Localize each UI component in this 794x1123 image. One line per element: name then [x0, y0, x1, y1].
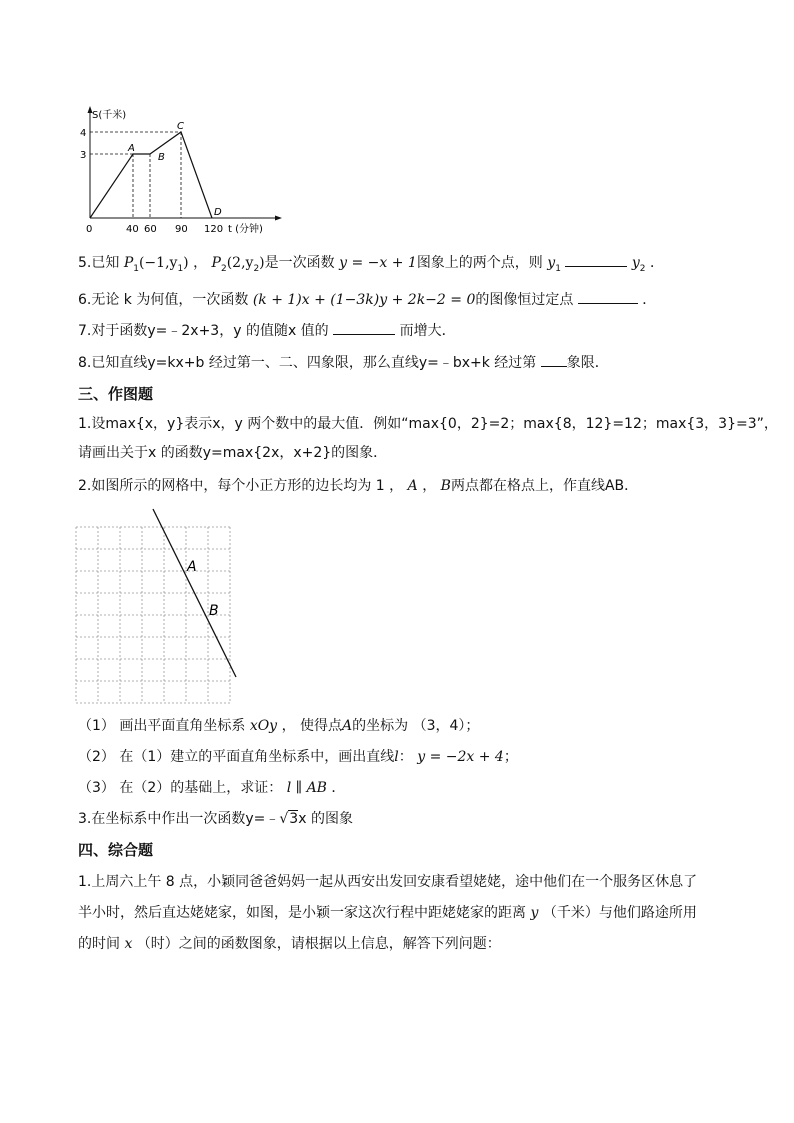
question-8: 8.已知直线y=kx+b 经过第一、二、四象限，那么直线y=﹣bx+k 经过第 象限． — [78, 352, 609, 373]
distance-time-graph — [78, 100, 298, 240]
x-axis-label: t (分钟) — [228, 224, 263, 235]
sqrt-symbol: √ — [279, 811, 289, 827]
s3-question-1-line2: 请画出关于x 的函数y=max{2x，x+2}的图象． — [78, 445, 388, 461]
equation: (k + 1)x + (1−3k)y + 2k−2 = 0 — [252, 292, 476, 308]
s4-question-1-line3: 的时间 x （时）之间的函数图象，请根据以上信息，解答下列问题： — [78, 936, 501, 952]
question-7: 7.对于函数y=﹣2x+3，y 的值随x 值的 而增大． — [78, 320, 456, 341]
grid-figure — [70, 505, 245, 705]
s4-question-1-line2: 半小时，然后直达姥姥家，如图，是小颖一家这次行程中距姥姥家的距离 y （千米）与他们路途所用 — [78, 905, 697, 921]
graph-path — [90, 132, 212, 218]
grid-lines — [76, 527, 230, 703]
y-tick-3: 3 — [80, 150, 87, 161]
answer-blank[interactable] — [565, 252, 627, 267]
section-heading-3: 三、作图题 — [78, 385, 154, 403]
x-tick-90: 90 — [175, 224, 188, 235]
grid-point-B: B — [209, 603, 219, 619]
x-tick-120: 120 — [204, 224, 224, 235]
y-tick-4: 4 — [80, 128, 87, 139]
point-D-label: D — [214, 207, 222, 218]
question-5: 5.已知 $P_1(-1,y_1)$ ， $P_2(2,y_2)$是一次函数 y = −x + 1图象上的两个点，则 $y_1$ $y_2$ ． — [78, 252, 664, 279]
grid-point-A: A — [187, 559, 197, 575]
x-tick-60: 60 — [144, 224, 157, 235]
s4-question-1-line1: 1.上周六上午 8 点，小颖同爸爸妈妈一起从西安出发回安康看望姥姥，途中他们在一个服务区休息了 — [78, 874, 698, 890]
function-expression: y = −x + 1 — [339, 255, 417, 271]
s3-q2-sub-1: （1） 画出平面直角坐标系 xOy ， 使得点A的坐标为 （3，4）； — [78, 718, 480, 734]
point-C-label: C — [177, 121, 184, 132]
x-tick-0: 0 — [86, 224, 93, 235]
section-heading-4: 四、综合题 — [78, 841, 154, 859]
question-6: 6.无论 k 为何值，一次函数 (k + 1)x + (1−3k)y + 2k−2 = 0的图像恒过定点 ． — [78, 289, 656, 310]
y-axis-label: S(千米) — [92, 110, 127, 121]
answer-blank[interactable] — [541, 352, 567, 367]
s3-q2-sub-3: （3） 在（2）的基础上，求证： l ∥ AB ． — [78, 780, 346, 796]
point-B-label: B — [158, 152, 165, 163]
point-A-label: A — [128, 143, 135, 154]
answer-blank[interactable] — [578, 289, 638, 304]
s3-question-3: 3.在坐标系中作出一次函数y=﹣√3x 的图象 — [78, 811, 353, 827]
s3-q2-sub-2: （2） 在（1）建立的平面直角坐标系中，画出直线l： y = −2x + 4； — [78, 749, 518, 765]
answer-blank[interactable] — [333, 320, 395, 335]
s3-question-2: 2.如图所示的网格中，每个小正方形的边长均为 1 ， A ， B两点都在格点上，作直线AB． — [78, 478, 639, 494]
x-tick-40: 40 — [126, 224, 139, 235]
s3-question-1-line1: 1.设max{x，y}表示x，y 两个数中的最大值．例如“max{0，2}=2；max{8，12}=12；max{3，3}=3”， — [78, 416, 778, 432]
